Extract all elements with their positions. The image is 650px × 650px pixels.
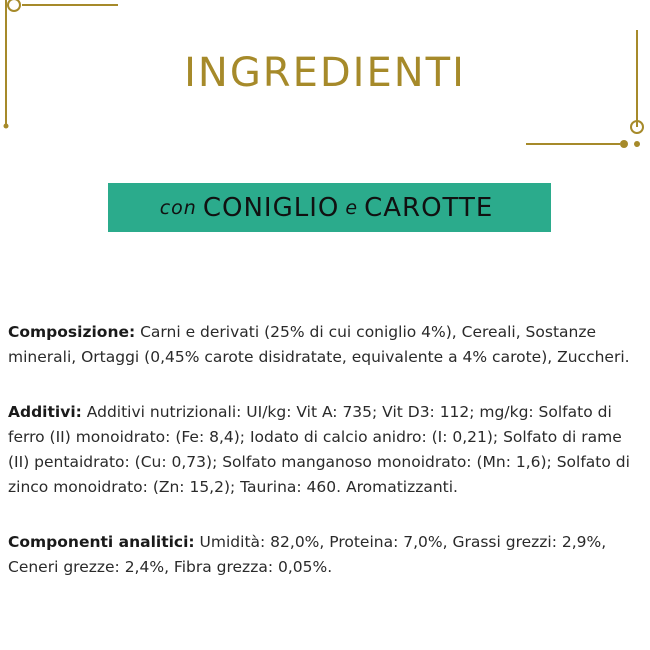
composizione-paragraph xyxy=(8,320,638,370)
bottom-right-small-dot-icon xyxy=(634,141,640,147)
componenti-label: Componenti analitici: xyxy=(8,533,195,551)
composizione-label: Composizione: xyxy=(8,323,136,341)
composizione-text: Carni e derivati (25% di cui coniglio 4%), Cereali, Sostanze minerali, Ortaggi (0,45% carote disidratate, equivalente a 4% carote), Zuccheri. xyxy=(8,323,630,366)
bottom-right-dot-icon xyxy=(620,140,628,148)
banner-prefix: con xyxy=(159,196,197,219)
additivi-label: Additivi: xyxy=(8,403,82,421)
banner-word-1: CONIGLIO xyxy=(202,192,340,223)
flavor-banner xyxy=(108,183,551,232)
page-title: INGREDIENTI xyxy=(184,50,466,96)
additivi-text: Additivi nutrizionali: UI/kg: Vit A: 735; Vit D3: 112; mg/kg: Solfato di ferro (II) monoidrato: (Fe: 8,4); Iodato di calcio anidro: (I: 0,21); Solfato di rame (II) pentaidrato: (Cu: 0,73); Solfato manganoso monoidrato: (Mn: 1,6); Solfato di zinco monoidrato: (Zn: 15,2); Taurina: 460. Aromatizzanti. xyxy=(8,403,630,496)
banner-word-2: CAROTTE xyxy=(364,192,494,223)
additivi-paragraph xyxy=(8,400,638,500)
componenti-paragraph xyxy=(8,530,638,580)
banner-connector: e xyxy=(345,196,359,219)
top-left-dot-icon xyxy=(4,124,9,129)
componenti-text: Umidità: 82,0%, Proteina: 7,0%, Grassi grezzi: 2,9%, Ceneri grezze: 2,4%, Fibra grezza: 0,05%. xyxy=(8,533,607,576)
ingredients-content xyxy=(8,320,638,610)
